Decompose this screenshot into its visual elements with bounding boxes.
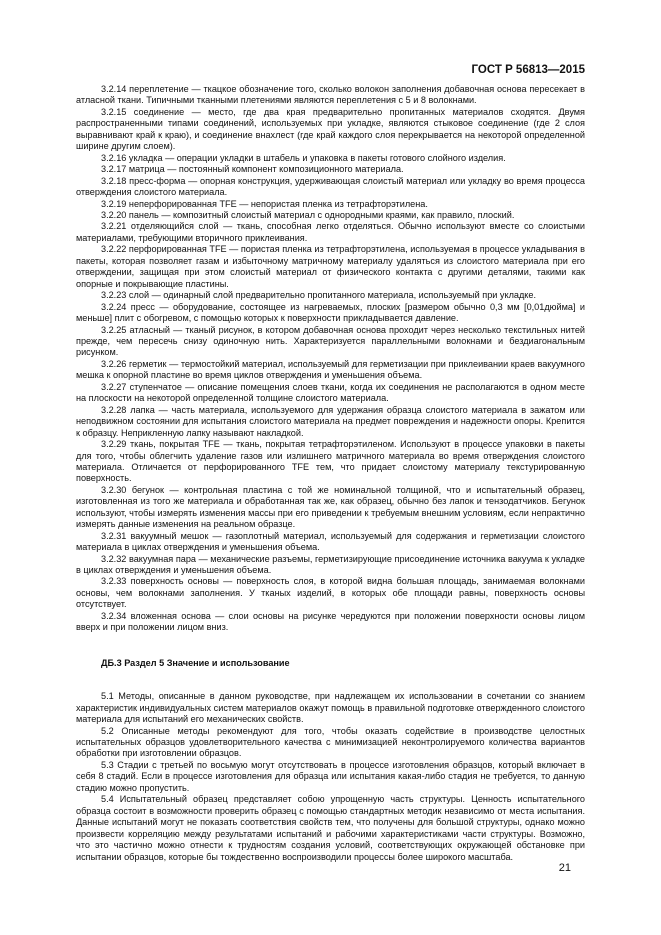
definition-3-2-30: 3.2.30 бегунок — контрольная пластина с той же номинальной толщиной, что и испытательный образец, изготовленная из того же материала и обработанная так же, как образец, обычно без лапок и тензодатчиков. Бегунок используют, чтобы измерять изменения массы при его приведении к требуемым внешним условиям, если непрактично измерять данные изменения на реальном образце. (76, 484, 585, 530)
page-number: 21 (558, 862, 571, 874)
page-body (76, 84, 585, 863)
definition-3-2-31: 3.2.31 вакуумный мешок — газоплотный материал, используемый для содержания и герметизации слоистого материала в циклах отверждения и уменьшения объема. (76, 530, 585, 553)
definition-3-2-29: 3.2.29 ткань, покрытая TFE — ткань, покрытая тетрафторэтиленом. Используют в процессе упаковки в пакеты для того, чтобы облегчить удаление газов или излишнего матричного материала во время отверждения слоистого материала. Отличается от перфорированного TFE тем, что придает слоистому материалу текстурированную поверхность. (76, 439, 585, 484)
paragraph-5-1: 5.1 Методы, описанные в данном руководстве, при надлежащем их использовании в сочетании со знанием характеристик индивидуальных систем материалов окажут помощь в правильной подготовке отвержденного слоистого материала для испытаний его механических свойств. (76, 691, 585, 725)
document-code: ГОСТ Р 56813—2015 (471, 64, 585, 76)
definition-3-2-34: 3.2.34 вложенная основа — слои основы на рисунке чередуются при положении поверхности основы лицом вверх и при положении лицом вниз. (76, 610, 585, 633)
paragraph-5-3: 5.3 Стадии с третьей по восьмую могут отсутствовать в процессе изготовления образцов, который включает в себя 8 стадий. Если в процессе изготовления для образца или испытания какая-либо стадия не требуется, то данную стадию можно пропустить. (76, 759, 585, 793)
definition-3-2-26: 3.2.26 герметик — термостойкий материал, используемый для герметизации при приклеивании краев вакуумного мешка к опорной пластине во время циклов отверждения и уменьшения объема. (76, 358, 585, 381)
definition-3-2-20: 3.2.20 панель — композитный слоистый материал с однородными краями, как правило, плоский. (101, 209, 515, 220)
definition-3-2-16: 3.2.16 укладка — операции укладки в штабель и упаковка в пакеты готового слойного изделия. (101, 152, 506, 163)
paragraph-5-4: 5.4 Испытательный образец представляет собою упрощенную часть структуры. Ценность испытательного образца состоит в возможности проверить образец с помощью стандартных методик независимо от места испытания. Данные испытаний могут не показать соответствия свойств тем, что получены для большой структуры, однако можно произвести корреляцию между результатами испытаний и рабочими характеристиками части структуры. Возможно, что это частично можно отнести к трудностям создания условий, соответствующих окружающей обстановке при испытании образцов, которые бы тождественно воспроизводили процессы более широкого масштаба. (76, 794, 585, 862)
definition-3-2-33: 3.2.33 поверхность основы — поверхность слоя, в которой видна большая площадь, занимаемая волокнами основы, чем волокнами заполнения. У тканых изделий, в которых обе площади равны, поверхность основы отсутствует. (76, 576, 585, 610)
definition-3-2-18: 3.2.18 пресс-форма — опорная конструкция, удерживающая слоистый материал или укладку во время процесса отверждения слоистого материала. (76, 175, 585, 198)
definition-3-2-14: 3.2.14 переплетение — ткацкое обозначение того, сколько волокон заполнения добавочная основа пересекает в атласной ткани. Типичными тканными плетениями являются переплетения с 5 и 8 волокнами. (76, 84, 585, 106)
definition-3-2-32: 3.2.32 вакуумная пара — механические разъемы, герметизирующие присоединение источника вакуума к укладке в циклах отверждения и уменьшения объема. (76, 553, 585, 576)
definition-3-2-17: 3.2.17 матрица — постоянный компонент композиционного материала. (101, 164, 404, 175)
paragraph-5-2: 5.2 Описанные методы рекомендуют для того, чтобы оказать содействие в производстве целостных испытательных образцов удовлетворительного качества с минимизацией неконтролируемого количества вариантов обработки при изготовлении образцов. (76, 725, 585, 759)
section-heading: ДБ.3 Раздел 5 Значение и использование (101, 657, 290, 668)
definition-3-2-22: 3.2.22 перфорированная TFE — пористая пленка из тетрафторэтилена, используемая в процессе укладывания в пакеты, которая позволяет газам и избыточному матричному материалу удаляться из слоистого материала при его отверждении, защищая при этом слоистый материал от физического контакта с другими деталями, такими как опорные и покрывающие пластины. (76, 244, 585, 289)
definition-3-2-23: 3.2.23 слой — одинарный слой предварительно пропитанного материала, используемый при укладке. (101, 290, 537, 301)
definition-3-2-25: 3.2.25 атласный — тканый рисунок, в котором добавочная основа проходит через несколько текстильных нитей прежде, чем пересечь снизу одиночную нить. Характеризуется параллельными волокнами и бездиагональным рисунком. (76, 324, 585, 358)
definition-3-2-28: 3.2.28 лапка — часть материала, используемого для удержания образца слоистого материала в зажатом или неподвижном состоянии для испытания слоистого материала на предмет повреждения и надежности опоры. Крепится к образцу. Неприкленную лапку называют накладкой. (76, 404, 585, 438)
definition-3-2-19: 3.2.19 неперфорированная TFE — непористая пленка из тетрафторэтилена. (101, 198, 428, 209)
definition-3-2-24: 3.2.24 пресс — оборудование, состоящее из нагреваемых, плоских [размером обычно 0,3 мм [0,01дюйма] и меньше] плит с обогревом, с помощью которых к поверхности прикладывается давление. (76, 301, 585, 324)
definition-3-2-27: 3.2.27 ступенчатое — описание помещения слоев ткани, когда их соединения не располагаются в одном месте на плоскости на некоторой определенной толщине слоистого материала. (76, 381, 585, 404)
definition-3-2-21: 3.2.21 отделяющийся слой — ткань, способная легко отделяться. Обычно используют вместе со слоистыми материалами, требующими вторичного приклеивания. (76, 221, 585, 243)
definition-3-2-15: 3.2.15 соединение — место, где два края предварительно пропитанных материалов сходятся. Двумя распространенными типами соединений, используемых при укладке, являются стыковое соединение (где 2 слоя выравнивают край к краю), и соединение внахлест (где край каждого слоя перекрывается на некоторой определенной ширине другим слоем). (76, 106, 585, 152)
